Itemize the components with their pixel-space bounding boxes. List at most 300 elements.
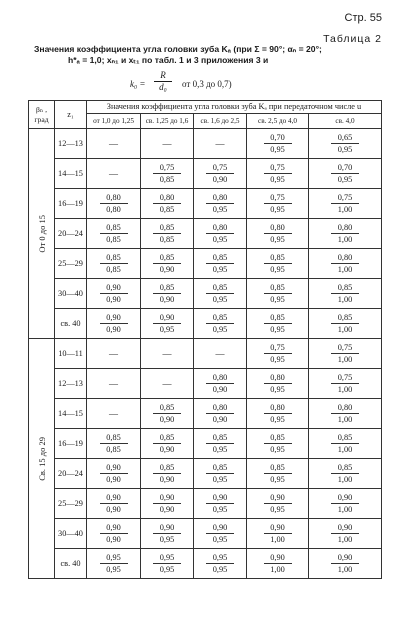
fraction-numerator: 0,90 (331, 552, 359, 564)
fraction-denominator: 1,00 (337, 265, 353, 274)
beta-group-label: От 0 до 15 (29, 129, 55, 339)
fraction-denominator: 1,00 (337, 565, 353, 574)
fraction-denominator: 1,00 (337, 475, 353, 484)
fraction-denominator: 0,90 (159, 415, 175, 424)
coefficient-fraction (153, 552, 181, 575)
fraction-denominator: 1,00 (270, 535, 285, 544)
fraction-numerator: 0,85 (153, 222, 181, 234)
coefficient-cell (87, 429, 141, 459)
fraction-numerator: 0,75 (153, 162, 181, 174)
table-row (29, 279, 382, 309)
coefficient-cell (309, 309, 382, 339)
coefficient-cell (141, 489, 194, 519)
header-u-range: св. 2,5 до 4,0 (247, 114, 309, 129)
coefficient-cell (194, 489, 247, 519)
coefficient-fraction (206, 402, 234, 425)
coefficient-cell (247, 489, 309, 519)
fraction-denominator: 0,90 (212, 385, 228, 394)
fraction-denominator: 0,90 (159, 265, 175, 274)
fraction-denominator: 1,00 (337, 505, 353, 514)
fraction-denominator: 0,90 (212, 175, 228, 184)
coefficient-fraction (264, 462, 292, 485)
beta-group-label: Св. 15 до 29 (29, 339, 55, 579)
page-number: Стр. 55 (344, 12, 382, 24)
coefficient-fraction (153, 462, 181, 485)
fraction-denominator: 0,95 (270, 355, 285, 364)
table-row (29, 399, 382, 429)
fraction-denominator: 0,95 (270, 295, 285, 304)
coefficient-fraction (100, 432, 128, 455)
coefficient-fraction (331, 222, 359, 245)
table-title (34, 44, 384, 66)
fraction-denominator: 0,95 (337, 145, 353, 154)
coefficient-cell (194, 309, 247, 339)
coefficient-cell (309, 249, 382, 279)
coefficient-cell (309, 159, 382, 189)
coefficient-cell (247, 189, 309, 219)
coefficient-fraction (153, 432, 181, 455)
table-row (29, 249, 382, 279)
coefficient-cell (247, 549, 309, 579)
fraction-denominator: 0,95 (270, 265, 285, 274)
z-value: 14—15 (55, 159, 87, 189)
fraction-numerator: 0,85 (331, 312, 359, 324)
formula-denominator: d₀ (159, 82, 167, 92)
coefficient-fraction (100, 522, 128, 545)
coefficient-fraction (264, 252, 292, 275)
coefficient-fraction (206, 312, 234, 335)
fraction-denominator: 0,90 (159, 475, 175, 484)
fraction-numerator: 0,80 (206, 222, 234, 234)
fraction-numerator: 0,85 (153, 432, 181, 444)
fraction-denominator: 0,90 (106, 535, 121, 544)
fraction-numerator: 0,80 (264, 402, 292, 414)
coefficient-cell (194, 549, 247, 579)
empty-dash: — (109, 408, 118, 419)
fraction-denominator: 1,00 (337, 385, 353, 394)
coefficient-cell (87, 159, 141, 189)
header-u-range: св. 1,6 до 2,5 (194, 114, 247, 129)
coefficient-cell (87, 309, 141, 339)
fraction-denominator: 0,90 (212, 415, 228, 424)
fraction-denominator: 0,95 (270, 475, 285, 484)
table-row (29, 549, 382, 579)
fraction-denominator: 0,95 (212, 535, 228, 544)
fraction-numerator: 0,95 (206, 552, 234, 564)
fraction-denominator: 0,90 (106, 475, 121, 484)
z-value: 25—29 (55, 489, 87, 519)
coefficient-cell (309, 339, 382, 369)
fraction-numerator: 0,85 (153, 282, 181, 294)
coefficient-cell (87, 219, 141, 249)
coefficient-cell (247, 429, 309, 459)
fraction-numerator: 0,65 (331, 132, 359, 144)
coefficient-fraction (264, 312, 292, 335)
coefficient-fraction (331, 522, 359, 545)
coefficient-fraction (153, 192, 181, 215)
fraction-denominator: 0,95 (270, 235, 285, 244)
fraction-numerator: 0,80 (206, 372, 234, 384)
fraction-numerator: 0,90 (100, 282, 128, 294)
fraction-denominator: 0,90 (106, 295, 121, 304)
coefficient-fraction (264, 552, 292, 575)
empty-dash: — (162, 378, 172, 389)
fraction-denominator: 1,00 (337, 415, 353, 424)
coefficient-table (28, 100, 382, 579)
coefficient-cell (247, 519, 309, 549)
empty-dash: — (109, 168, 118, 179)
fraction-numerator: 0,80 (206, 192, 234, 204)
empty-dash: — (215, 138, 225, 149)
coefficient-cell (309, 369, 382, 399)
coefficient-fraction (264, 282, 292, 305)
fraction-denominator: 0,85 (106, 235, 121, 244)
fraction-numerator: 0,85 (206, 252, 234, 264)
fraction-numerator: 0,95 (100, 552, 128, 564)
fraction-denominator: 0,95 (159, 535, 175, 544)
fraction-denominator: 0,95 (212, 445, 228, 454)
coefficient-fraction (100, 192, 128, 215)
fraction-numerator: 0,90 (100, 492, 128, 504)
fraction-numerator: 0,85 (264, 312, 292, 324)
fraction-numerator: 0,85 (206, 312, 234, 324)
coefficient-cell (247, 399, 309, 429)
fraction-numerator: 0,85 (100, 432, 128, 444)
coefficient-cell (309, 399, 382, 429)
fraction-denominator: 0,95 (212, 295, 228, 304)
coefficient-fraction (153, 402, 181, 425)
coefficient-cell (309, 459, 382, 489)
coefficient-fraction (153, 312, 181, 335)
fraction-numerator: 0,75 (331, 372, 359, 384)
coefficient-cell (87, 129, 141, 159)
coefficient-fraction (331, 162, 359, 185)
table-row (29, 519, 382, 549)
coefficient-cell (87, 549, 141, 579)
coefficient-fraction (206, 222, 234, 245)
empty-dash: — (109, 138, 118, 149)
fraction-numerator: 0,85 (331, 432, 359, 444)
table-row (29, 489, 382, 519)
fraction-denominator: 1,00 (337, 355, 353, 364)
coefficient-cell (141, 249, 194, 279)
fraction-numerator: 0,75 (331, 342, 359, 354)
coefficient-fraction (206, 462, 234, 485)
fraction-numerator: 0,70 (264, 132, 292, 144)
fraction-denominator: 0,85 (159, 235, 175, 244)
fraction-numerator: 0,85 (331, 282, 359, 294)
coefficient-fraction (264, 402, 292, 425)
fraction-denominator: 0,95 (159, 565, 175, 574)
coefficient-fraction (206, 192, 234, 215)
fraction-denominator: 0,85 (106, 445, 121, 454)
fraction-denominator: 0,95 (337, 175, 353, 184)
coefficient-cell (141, 369, 194, 399)
coefficient-cell (194, 339, 247, 369)
fraction-denominator: 1,00 (337, 295, 353, 304)
fraction-numerator: 0,80 (264, 222, 292, 234)
fraction-denominator: 0,95 (270, 385, 285, 394)
fraction-numerator: 0,85 (206, 462, 234, 474)
coefficient-fraction (206, 282, 234, 305)
coefficient-fraction (331, 432, 359, 455)
formula-range: от 0,3 до 0,7) (182, 79, 232, 89)
ratio-formula (92, 70, 352, 98)
fraction-denominator: 1,00 (270, 565, 285, 574)
coefficient-fraction (206, 162, 234, 185)
z-value: 12—13 (55, 129, 87, 159)
coefficient-cell (87, 489, 141, 519)
fraction-denominator: 0,95 (212, 505, 228, 514)
z-value: 30—40 (55, 279, 87, 309)
fraction-numerator: 0,80 (100, 192, 128, 204)
z-value: св. 40 (55, 309, 87, 339)
fraction-numerator: 0,80 (331, 252, 359, 264)
table-row (29, 129, 382, 159)
coefficient-cell (141, 519, 194, 549)
z-value: 16—19 (55, 429, 87, 459)
coefficient-fraction (264, 342, 292, 365)
coefficient-cell (194, 459, 247, 489)
coefficient-fraction (264, 162, 292, 185)
coefficient-cell (194, 159, 247, 189)
coefficient-fraction (100, 252, 128, 275)
coefficient-cell (247, 369, 309, 399)
coefficient-cell (309, 519, 382, 549)
table-row (29, 459, 382, 489)
z-value: 30—40 (55, 519, 87, 549)
coefficient-cell (87, 459, 141, 489)
coefficient-fraction (264, 222, 292, 245)
fraction-numerator: 0,75 (206, 162, 234, 174)
coefficient-cell (309, 129, 382, 159)
empty-dash: — (162, 138, 172, 149)
coefficient-fraction (153, 522, 181, 545)
coefficient-cell (194, 219, 247, 249)
empty-dash: — (109, 348, 118, 359)
coefficient-cell (87, 369, 141, 399)
fraction-denominator: 0,95 (270, 505, 285, 514)
fraction-denominator: 0,95 (270, 415, 285, 424)
fraction-denominator: 0,95 (106, 565, 121, 574)
z-value: 14—15 (55, 399, 87, 429)
coefficient-cell (247, 159, 309, 189)
fraction-numerator: 0,85 (331, 462, 359, 474)
coefficient-cell (247, 459, 309, 489)
fraction-numerator: 0,85 (264, 252, 292, 264)
coefficient-fraction (331, 492, 359, 515)
fraction-denominator: 0,90 (159, 505, 175, 514)
coefficient-cell (309, 489, 382, 519)
coefficient-fraction (264, 432, 292, 455)
coefficient-fraction (100, 492, 128, 515)
coefficient-cell (247, 249, 309, 279)
coefficient-cell (87, 249, 141, 279)
fraction-denominator: 1,00 (337, 235, 353, 244)
z-value: 20—24 (55, 219, 87, 249)
z-value: 12—13 (55, 369, 87, 399)
coefficient-cell (194, 129, 247, 159)
fraction-numerator: 0,90 (264, 522, 292, 534)
fraction-numerator: 0,80 (331, 222, 359, 234)
fraction-denominator: 0,95 (212, 265, 228, 274)
table-label: Таблица 2 (323, 33, 382, 45)
coefficient-cell (141, 549, 194, 579)
empty-dash: — (109, 378, 118, 389)
coefficient-fraction (331, 282, 359, 305)
coefficient-fraction (331, 552, 359, 575)
z-value: св. 40 (55, 549, 87, 579)
fraction-denominator: 0,95 (270, 205, 285, 214)
fraction-numerator: 0,85 (100, 252, 128, 264)
coefficient-cell (194, 399, 247, 429)
fraction-numerator: 0,80 (331, 402, 359, 414)
coefficient-cell (194, 519, 247, 549)
fraction-numerator: 0,90 (153, 492, 181, 504)
fraction-numerator: 0,90 (153, 522, 181, 534)
coefficient-cell (87, 189, 141, 219)
fraction-denominator: 0,95 (270, 445, 285, 454)
fraction-denominator: 0,95 (270, 145, 285, 154)
coefficient-cell (141, 459, 194, 489)
coefficient-cell (141, 219, 194, 249)
coefficient-fraction (331, 312, 359, 335)
title-line-1: Значения коэффициента угла головки зуба Kₐ (при Σ = 90°; αₙ = 20°; (34, 44, 322, 54)
fraction-numerator: 0,90 (206, 492, 234, 504)
coefficient-cell (309, 429, 382, 459)
fraction-numerator: 0,85 (264, 462, 292, 474)
fraction-numerator: 0,90 (331, 492, 359, 504)
fraction-denominator: 0,95 (212, 325, 228, 334)
coefficient-cell (87, 279, 141, 309)
fraction-numerator: 0,85 (153, 252, 181, 264)
fraction-numerator: 0,90 (264, 552, 292, 564)
fraction-denominator: 0,85 (159, 205, 175, 214)
fraction-numerator: 0,90 (331, 522, 359, 534)
coefficient-fraction (331, 462, 359, 485)
coefficient-fraction (100, 552, 128, 575)
fraction-numerator: 0,85 (153, 402, 181, 414)
fraction-denominator: 0,90 (159, 445, 175, 454)
coefficient-cell (309, 279, 382, 309)
table-row (29, 429, 382, 459)
fraction-denominator: 0,90 (159, 295, 175, 304)
coefficient-fraction (100, 312, 128, 335)
coefficient-cell (309, 549, 382, 579)
fraction-denominator: 0,95 (212, 565, 228, 574)
coefficient-fraction (153, 162, 181, 185)
fraction-denominator: 0,95 (270, 325, 285, 334)
fraction-numerator: 0,85 (264, 282, 292, 294)
coefficient-cell (141, 339, 194, 369)
coefficient-fraction (206, 432, 234, 455)
coefficient-fraction (100, 222, 128, 245)
coefficient-fraction (153, 282, 181, 305)
coefficient-cell (194, 429, 247, 459)
fraction-denominator: 0,90 (106, 325, 121, 334)
header-z: z₁ (55, 101, 87, 129)
coefficient-cell (309, 219, 382, 249)
fraction-numerator: 0,90 (100, 312, 128, 324)
coefficient-cell (141, 189, 194, 219)
coefficient-fraction (331, 402, 359, 425)
coefficient-cell (247, 339, 309, 369)
fraction-numerator: 0,90 (153, 312, 181, 324)
fraction-numerator: 0,75 (331, 192, 359, 204)
formula-numerator: R (154, 70, 172, 82)
coefficient-cell (194, 369, 247, 399)
header-u-range: св. 1,25 до 1,6 (141, 114, 194, 129)
formula-fraction (154, 70, 172, 93)
coefficient-cell (309, 189, 382, 219)
fraction-denominator: 0,95 (270, 175, 285, 184)
coefficient-cell (87, 519, 141, 549)
coefficient-fraction (264, 522, 292, 545)
coefficient-cell (247, 309, 309, 339)
fraction-numerator: 0,85 (206, 432, 234, 444)
fraction-numerator: 0,95 (153, 552, 181, 564)
fraction-denominator: 0,95 (212, 475, 228, 484)
coefficient-fraction (331, 192, 359, 215)
coefficient-cell (247, 129, 309, 159)
coefficient-fraction (331, 342, 359, 365)
fraction-denominator: 0,85 (106, 265, 121, 274)
fraction-denominator: 0,95 (159, 325, 175, 334)
fraction-numerator: 0,90 (100, 462, 128, 474)
coefficient-cell (194, 279, 247, 309)
coefficient-fraction (264, 492, 292, 515)
header-main: Значения коэффициента угла головки зуба Kₐ при передаточном числе u (87, 101, 382, 114)
table-row (29, 309, 382, 339)
coefficient-fraction (331, 132, 359, 155)
fraction-numerator: 0,75 (264, 192, 292, 204)
table-row (29, 339, 382, 369)
fraction-numerator: 0,80 (153, 192, 181, 204)
empty-dash: — (162, 348, 172, 359)
table-row (29, 219, 382, 249)
fraction-denominator: 1,00 (337, 445, 353, 454)
table-row (29, 369, 382, 399)
header-beta: βₙ , град (29, 101, 55, 129)
coefficient-cell (247, 219, 309, 249)
table-row (29, 159, 382, 189)
coefficient-fraction (331, 372, 359, 395)
fraction-numerator: 0,70 (331, 162, 359, 174)
table-row (29, 189, 382, 219)
coefficient-cell (141, 309, 194, 339)
coefficient-fraction (264, 372, 292, 395)
coefficient-fraction (153, 252, 181, 275)
fraction-numerator: 0,80 (264, 372, 292, 384)
fraction-denominator: 0,95 (212, 205, 228, 214)
fraction-denominator: 1,00 (337, 325, 353, 334)
title-line-2: h*ₐ = 1,0; xₙ₁ и xₜ₁ по табл. 1 и 3 приложения 3 и (68, 55, 269, 65)
coefficient-cell (141, 399, 194, 429)
coefficient-cell (141, 129, 194, 159)
coefficient-fraction (153, 222, 181, 245)
z-value: 10—11 (55, 339, 87, 369)
coefficient-fraction (206, 252, 234, 275)
coefficient-cell (194, 249, 247, 279)
fraction-numerator: 0,75 (264, 342, 292, 354)
coefficient-cell (194, 189, 247, 219)
fraction-denominator: 0,85 (159, 175, 175, 184)
coefficient-fraction (206, 492, 234, 515)
fraction-numerator: 0,90 (264, 492, 292, 504)
coefficient-cell (87, 399, 141, 429)
coefficient-fraction (206, 522, 234, 545)
coefficient-fraction (206, 552, 234, 575)
